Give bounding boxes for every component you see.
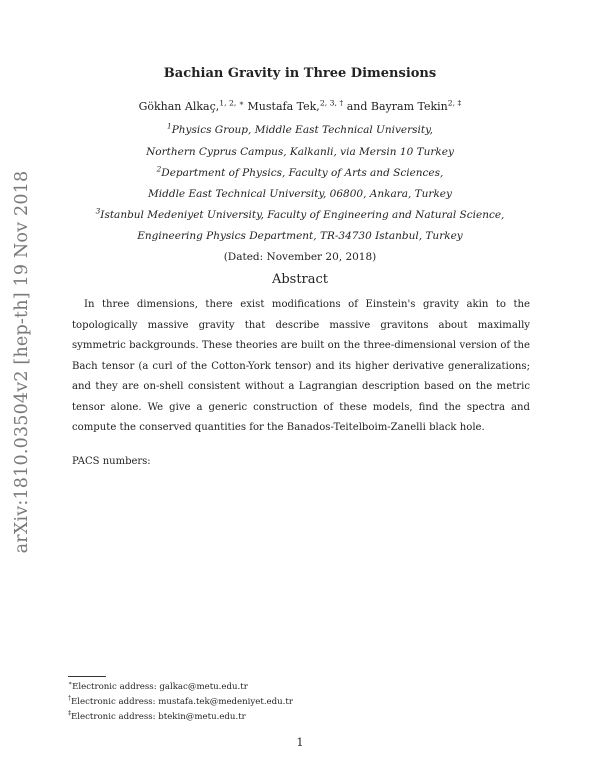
affiliation-text: Physics Group, Middle East Technical University, <box>171 124 433 136</box>
paper-title: Bachian Gravity in Three Dimensions <box>163 66 437 81</box>
footnote-mark: ‡ <box>68 710 72 718</box>
author-list <box>0 100 600 113</box>
footnote-text: Electronic address: mustafa.tek@medeniyet.edu.tr <box>71 697 293 707</box>
pacs-line: PACS numbers: <box>72 456 151 467</box>
date-line: (Dated: November 20, 2018) <box>223 251 377 263</box>
footnote-mark: † <box>68 695 72 703</box>
author-name: Gökhan Alkaç, <box>138 100 220 113</box>
affiliation-line: Middle East Technical University, 06800, Ankara, Turkey <box>148 188 452 200</box>
affiliation-line: Northern Cyprus Campus, Kalkanli, via Mersin 10 Turkey <box>146 146 454 158</box>
page-number: 1 <box>296 736 304 749</box>
abstract-heading: Abstract <box>271 272 329 287</box>
affiliation-mark: 3 <box>95 206 101 216</box>
abstract-body <box>72 295 530 439</box>
author-marks: 2, ‡ <box>447 98 462 108</box>
author-marks: 1, 2, ∗ <box>219 98 245 108</box>
footnote-mark: ∗ <box>68 680 73 688</box>
affiliation-line: Engineering Physics Department, TR-34730 Istanbul, Turkey <box>137 230 463 242</box>
affiliation-line <box>0 121 600 136</box>
footnote <box>68 697 293 707</box>
footnote-text: Electronic address: btekin@metu.edu.tr <box>71 712 246 722</box>
footnote-text: Electronic address: galkac@metu.edu.tr <box>72 682 248 692</box>
author-marks: 2, 3, † <box>319 98 344 108</box>
affiliation-text: Department of Physics, Faculty of Arts and Sciences, <box>161 167 444 179</box>
affiliation-text: Istanbul Medeniyet University, Faculty of Engineering and Natural Science, <box>100 209 505 221</box>
footnote <box>68 712 246 722</box>
affiliation-line <box>0 206 600 221</box>
footnote <box>68 682 248 692</box>
footnote-rule <box>68 676 106 677</box>
affiliation-mark: 1 <box>167 121 172 131</box>
affiliation-mark: 2 <box>156 164 162 174</box>
author-name: and Bayram Tekin <box>346 100 448 113</box>
affiliation-line <box>0 164 600 179</box>
abstract-text: In three dimensions, there exist modifications of Einstein's gravity akin to the topologically massive gravity that describe massive gravitons about maximally symmetric backgrounds. These theories are built on the three-dimensional version of the Bach tensor (a curl of the Cotton-York tensor) and its higher derivative generalizations; and they are on-shell consistent without a Lagrangian description based on the metric tensor alone. We give a generic construction of these models, find the spectra and compute the conserved quantities for the Banados-Teitelboim-Zanelli black hole. <box>72 299 530 433</box>
author-name: Mustafa Tek, <box>247 100 320 113</box>
arxiv-identifier: arXiv:1810.03504v2 [hep-th] 19 Nov 2018 <box>12 170 32 554</box>
